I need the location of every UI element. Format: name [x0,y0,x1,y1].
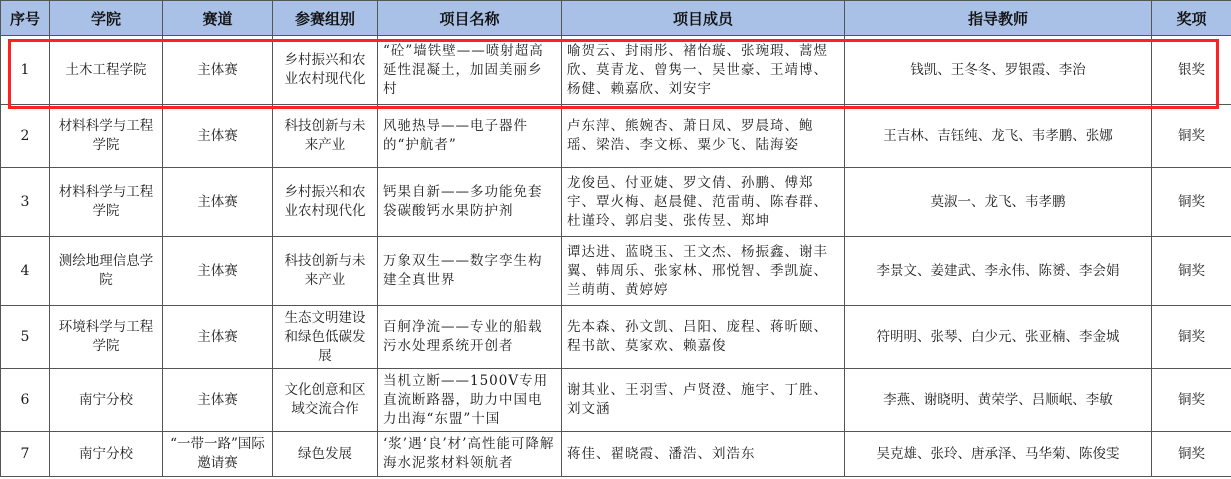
table-row [1,36,1231,105]
cell-group: 科技创新与未来产业 [273,237,378,306]
cell-no: 3 [1,168,50,237]
cell-advisors: 吴克雄、张玲、唐承泽、马华菊、陈俊雯 [845,432,1152,477]
cell-track: “一带一路”国际邀请赛 [163,432,273,477]
cell-track: 主体赛 [163,105,273,168]
cell-award: 铜奖 [1152,432,1231,477]
cell-award: 铜奖 [1152,237,1231,306]
cell-college: 材料科学与工程学院 [50,105,163,168]
cell-advisors: 符明明、张琴、白少元、张亚楠、李金城 [845,306,1152,369]
header-members: 项目成员 [562,1,845,36]
cell-members: 先本森、孙文凯、吕阳、庞程、蒋昕颐、程书歆、莫家欢、赖嘉俊 [562,306,845,369]
table-row [1,432,1231,477]
cell-college: 土木工程学院 [50,36,163,105]
cell-track: 主体赛 [163,36,273,105]
cell-award: 铜奖 [1152,105,1231,168]
cell-project [378,369,562,432]
cell-track: 主体赛 [163,306,273,369]
project-text: 当机立断——1500V专用直流断路器，助力中国电力出海“东盟”十国 [383,372,549,427]
cell-advisors: 李景文、姜建武、李永伟、陈赟、李会娟 [845,237,1152,306]
cell-group: 生态文明建设和绿色低碳发展 [273,306,378,369]
cell-members: 谢其业、王羽雪、卢贤澄、施宇、丁胜、刘文涵 [562,369,845,432]
header-track: 赛道 [163,1,273,36]
cell-advisors: 王吉林、吉钰纯、龙飞、韦孝鹏、张娜 [845,105,1152,168]
cell-college: 南宁分校 [50,432,163,477]
cell-advisors: 莫淑一、龙飞、韦孝鹏 [845,168,1152,237]
members-text: 龙俊邑、付亚婕、罗文倩、孙鹏、傅郑宇、覃火梅、赵晨健、范雷萌、陈春群、杜谨玲、郭启斐、张传昱、郑坤 [567,174,828,229]
header-award: 奖项 [1152,1,1231,36]
members-text: 谭达进、蓝晓玉、王文杰、杨振鑫、谢丰翼、韩周乐、张家林、邢悦智、季凯旋、兰萌萌、黄婷婷 [567,243,828,298]
cell-no: 2 [1,105,50,168]
cell-project: 万象双生——数字孪生构建全真世界 [378,237,562,306]
header-college: 学院 [50,1,163,36]
table-row [1,306,1231,369]
cell-track: 主体赛 [163,168,273,237]
cell-members: 蒋佳、翟晓霞、潘浩、刘浩东 [562,432,845,477]
cell-college: 南宁分校 [50,369,163,432]
header-group: 参赛组别 [273,1,378,36]
cell-advisors: 李燕、谢晓明、黄荣学、吕顺岷、李敏 [845,369,1152,432]
cell-project: 风驰热导——电子器件的“护航者” [378,105,562,168]
cell-group: 科技创新与未来产业 [273,105,378,168]
cell-project [378,36,562,105]
cell-members [562,237,845,306]
cell-no: 6 [1,369,50,432]
cell-members [562,36,845,105]
cell-award: 铜奖 [1152,168,1231,237]
cell-college: 测绘地理信息学院 [50,237,163,306]
table-row [1,168,1231,237]
cell-award: 铜奖 [1152,369,1231,432]
header-row [1,1,1231,36]
members-text: 喻贺云、封雨彤、褚怡璇、张琬瑕、蒿煜欣、莫青龙、曾隽一、吴世豪、王靖博、杨健、赖嘉欣、刘安宇 [567,42,828,97]
cell-no: 4 [1,237,50,306]
header-project: 项目名称 [378,1,562,36]
cell-track: 主体赛 [163,237,273,306]
cell-members [562,168,845,237]
cell-group: 文化创意和区域交流合作 [273,369,378,432]
cell-college: 材料科学与工程学院 [50,168,163,237]
cell-no: 1 [1,36,50,105]
cell-track: 主体赛 [163,369,273,432]
cell-project: ‘浆’遇‘良’材’高性能可降解海水泥浆材料领航者 [378,432,562,477]
cell-college: 环境科学与工程学院 [50,306,163,369]
cell-no: 5 [1,306,50,369]
cell-group: 乡村振兴和农业农村现代化 [273,36,378,105]
cell-award: 银奖 [1152,36,1231,105]
header-advisors: 指导教师 [845,1,1152,36]
cell-project: 钙果自新——多功能免套袋碳酸钙水果防护剂 [378,168,562,237]
table-row [1,105,1231,168]
cell-no: 7 [1,432,50,477]
cell-members: 卢东萍、熊婉杏、萧日凤、罗晨琦、鲍瑶、梁浩、李文栎、粟少飞、陆海姿 [562,105,845,168]
cell-advisors: 钱凯、王冬冬、罗银霞、李治 [845,36,1152,105]
table-row [1,237,1231,306]
header-no: 序号 [1,1,50,36]
cell-project: 百舸净流——专业的船载污水处理系统开创者 [378,306,562,369]
cell-group: 绿色发展 [273,432,378,477]
cell-group: 乡村振兴和农业农村现代化 [273,168,378,237]
project-text: “砼”墙铁壁——喷射超高延性混凝土，加固美丽乡村 [383,42,544,97]
cell-award: 铜奖 [1152,306,1231,369]
table-row [1,369,1231,432]
